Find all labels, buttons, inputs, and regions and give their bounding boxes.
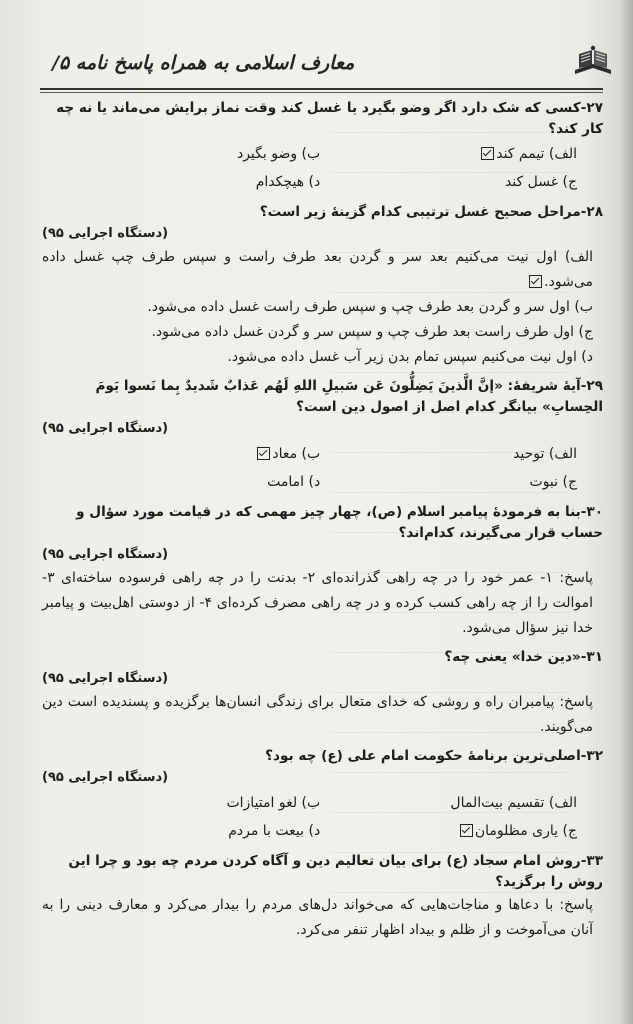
option-label: الف) اول نیت می‌کنیم بعد سر و گردن بعد طرف راست و سپس طرف چپ غسل داده می‌شود. bbox=[42, 249, 593, 290]
question-title bbox=[42, 376, 603, 418]
option-c bbox=[42, 320, 603, 345]
question-33 bbox=[42, 851, 603, 943]
question-32 bbox=[42, 746, 603, 845]
question-source: (دستگاه اجرایی ۹۵) bbox=[42, 671, 169, 686]
question-number: ۳۰- bbox=[580, 504, 603, 520]
option-c bbox=[320, 817, 577, 845]
option-label: ج) اول طرف راست بعد طرف چپ و سپس سر و گردن غسل داده می‌شود. bbox=[151, 324, 593, 340]
option-a bbox=[320, 140, 577, 168]
question-number: ۳۲- bbox=[580, 748, 603, 764]
option-a bbox=[320, 789, 577, 817]
question-title bbox=[42, 851, 603, 893]
option-label: ب) لغو امتیازات bbox=[226, 795, 321, 811]
question-title bbox=[42, 202, 603, 223]
question-source: (دستگاه اجرایی ۹۵) bbox=[42, 770, 169, 785]
page-title: معارف اسلامی به همراه پاسخ نامه ۵/ bbox=[52, 52, 355, 74]
answer-text: پاسخ: پیامبران راه و روشی که خدای متعال برای زندگی انسان‌ها برگزیده و پسندیده است دین می‌گویند. bbox=[42, 694, 593, 735]
option-label: الف) توحید bbox=[513, 446, 577, 462]
option-label: د) هیچکدام bbox=[255, 174, 321, 190]
option-b bbox=[63, 140, 320, 168]
question-text: بنا به فرمودهٔ پیامبر اسلام (ص)، چهار چیز مهمی که در قیامت مورد سؤال و حساب قرار می‌گیرند، کدام‌اند؟ bbox=[76, 504, 603, 541]
option-label: الف) تقسیم بیت‌المال bbox=[450, 795, 577, 811]
question-text: مراحل صحیح غسل ترتیبی کدام گزینهٔ زیر است؟ bbox=[259, 204, 581, 220]
options bbox=[42, 140, 603, 196]
checkbox-checked-icon bbox=[460, 824, 473, 837]
option-b bbox=[63, 789, 320, 817]
question-number: ۲۸- bbox=[580, 204, 603, 220]
question-number: ۳۱- bbox=[580, 649, 603, 665]
question-title bbox=[42, 746, 603, 767]
option-label: ب) وضو بگیرد bbox=[236, 146, 321, 162]
option-b bbox=[63, 440, 320, 468]
option-label: د) بیعت با مردم bbox=[228, 823, 321, 839]
question-title bbox=[42, 502, 603, 544]
option-c bbox=[320, 168, 577, 196]
questions-content bbox=[42, 98, 603, 945]
answer-text: پاسخ: با دعاها و مناجات‌هایی که می‌خواند دل‌های مردم را بیدار می‌کرد و معارف دینی را به آنان می‌آموخت و از ظلم و بیداد اظهار تنفر می‌کرد. bbox=[42, 897, 593, 938]
question-number: ۲۹- bbox=[580, 378, 603, 394]
option-label: د) امامت bbox=[267, 474, 321, 490]
answer-text: پاسخ: ۱- عمر خود را در چه راهی گذرانده‌ای ۲- بدنت را در چه راهی فرسوده ساخته‌ای ۳- اموالت را از چه راهی کسب کرده و در چه راهی مصرف کرده‌ای ۴- از دوستی اهل‌بیت و پیامبر خدا نیز سؤال می‌شود. bbox=[42, 570, 594, 636]
question-27 bbox=[42, 98, 603, 196]
option-a bbox=[42, 245, 603, 295]
option-label: ب) اول سر و گردن بعد طرف چپ و سپس طرف راست غسل داده می‌شود. bbox=[147, 299, 593, 315]
question-text: کسی که شک دارد اگر وضو بگیرد یا غسل کند وقت نماز برایش می‌ماند یا نه چه کار کند؟ bbox=[56, 100, 603, 137]
question-29 bbox=[42, 376, 603, 496]
question-title bbox=[42, 98, 603, 140]
option-d bbox=[63, 468, 320, 496]
question-title bbox=[42, 647, 603, 668]
option-label: ج) غسل کند bbox=[504, 174, 577, 190]
book-logo-icon bbox=[571, 44, 615, 80]
option-a bbox=[320, 440, 577, 468]
question-source: (دستگاه اجرایی ۹۵) bbox=[42, 547, 169, 562]
question-text: آیهٔ شریفهٔ: «إنَّ الَّذینَ یَضِلُّونَ عَن سَبیلِ اللهِ لَهُم عَذابٌ شَدیدٌ بِما نَسوا یَومَ الحِسابِ» بیانگر کدام اصل از اصول دین است؟ bbox=[95, 378, 603, 415]
question-text: اصلی‌ترین برنامهٔ حکومت امام علی (ع) چه بود؟ bbox=[265, 748, 581, 764]
option-label: ج) نبوت bbox=[529, 474, 577, 490]
checkbox-checked-icon bbox=[257, 447, 270, 460]
option-c bbox=[320, 468, 577, 496]
option-d bbox=[63, 817, 320, 845]
option-label: ج) یاری مظلومان bbox=[474, 823, 577, 839]
question-30 bbox=[42, 502, 603, 641]
header-rule-thin bbox=[40, 92, 603, 93]
option-d bbox=[63, 168, 320, 196]
checkbox-checked-icon bbox=[481, 147, 494, 160]
option-label: الف) تیمم کند bbox=[496, 146, 577, 162]
header-rule bbox=[40, 88, 603, 90]
page-header bbox=[40, 44, 615, 92]
options bbox=[42, 789, 603, 845]
question-text: «دین خدا» یعنی چه؟ bbox=[444, 649, 581, 665]
page-binding-shadow bbox=[619, 0, 633, 1024]
question-number: ۳۳- bbox=[580, 853, 603, 869]
option-b bbox=[42, 295, 603, 320]
question-source: (دستگاه اجرایی ۹۵) bbox=[42, 226, 169, 241]
question-source: (دستگاه اجرایی ۹۵) bbox=[42, 421, 169, 436]
question-text: روش امام سجاد (ع) برای بیان تعالیم دین و آگاه کردن مردم چه بود و چرا این روش را برگزید؟ bbox=[68, 853, 603, 890]
question-28 bbox=[42, 202, 603, 370]
question-number: ۲۷- bbox=[580, 100, 603, 116]
checkbox-checked-icon bbox=[529, 275, 542, 288]
option-d bbox=[42, 345, 603, 370]
option-label: د) اول نیت می‌کنیم سپس تمام بدن زیر آب غسل داده می‌شود. bbox=[227, 349, 593, 365]
options bbox=[42, 440, 603, 496]
question-31 bbox=[42, 647, 603, 740]
option-label: ب) معاد bbox=[272, 446, 321, 462]
